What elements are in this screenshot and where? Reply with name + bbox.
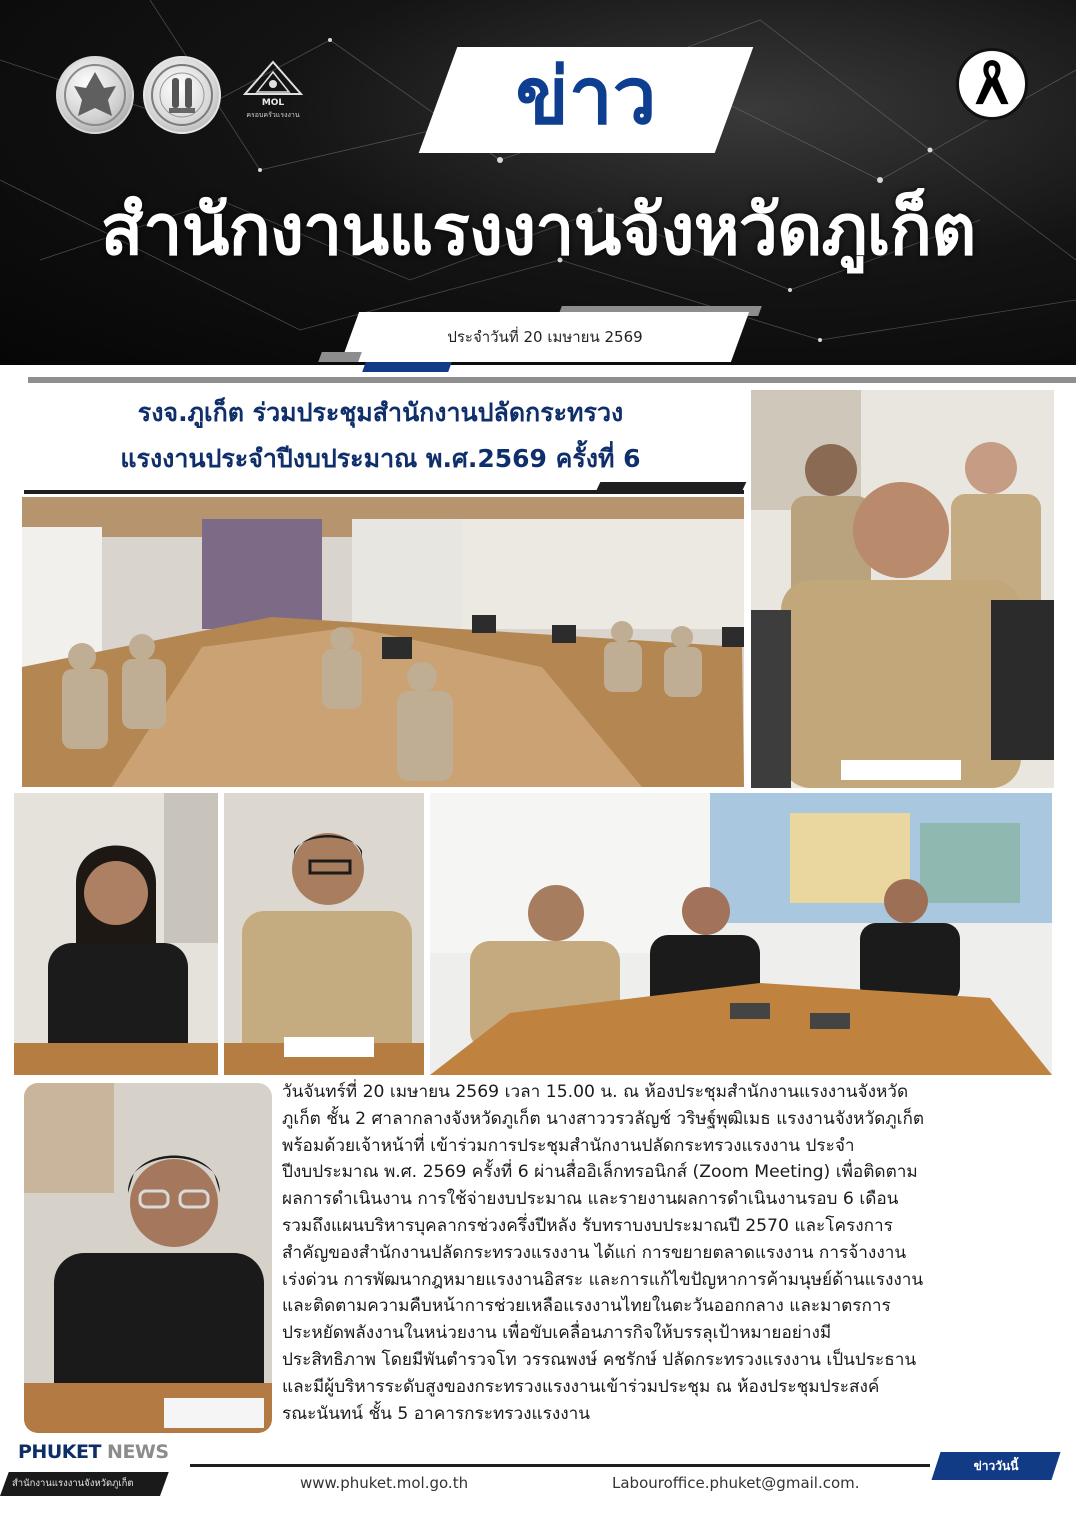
staff-woman-glasses-photo [24,1083,272,1433]
headline-line-1: รงจ.ภูเก็ต ร่วมประชุมสำนักงานปลัดกระทรวง [137,398,624,427]
mol-logo-text: MOL [261,98,285,108]
meeting-room-photo [22,497,744,787]
divider [190,1464,930,1467]
email-link[interactable]: Labouroffice.phuket@gmail.com. [612,1474,860,1492]
black-ribbon-icon [956,48,1028,120]
staff-woman-photo [14,793,218,1075]
today-tag: ข่าววันนี้ [973,1459,1019,1473]
brand-secondary: NEWS [107,1441,169,1463]
divider [28,377,1076,383]
website-link[interactable]: www.phuket.mol.go.th [300,1474,469,1492]
staff-man-photo [224,793,424,1075]
mol-logo-subtext: ครอบครัวแรงงาน [246,111,300,119]
news-banner-title: ข่าว [515,52,657,142]
headline-line-2: แรงงานประจำปีงบประมาณ พ.ศ.2569 ครั้งที่ 6 [120,444,641,473]
decor-accent-bar [362,362,452,372]
article-body: วันจันทร์ที่ 20 เมษายน 2569 เวลา 15.00 น. ณ ห้องประชุมสำนักงานแรงงานจังหวัด ภูเก็ต ชั้น 2 ศาลากลางจังหวัดภูเก็ต นางสาววรวลัญช์ วริษฐ์พุฒิเมธ แรงงานจังหวัดภูเก็ต พร้อมด้วยเจ้าหน้าที่ เข้าร่วมการประชุมสำนักงานปลัดกระทรวงแรงงาน ประจำ ปีงบประมาณ พ.ศ. 2569 ครั้งที่ 6 ผ่านสื่ออิเล็กทรอนิกส์ (Zoom Meeting) เพื่อติดตาม ผลการดำเนินงาน การใช้จ่ายงบประมาณ และรายงานผลการดำเนินงานรอบ 6 เดือน รวมถึงแผนบริหารบุคลากรช่วงครึ่งปีหลัง รับทราบงบประมาณปี 2570 และโครงการ สำคัญของสำนักงานปลัดกระทรวงแรงงาน ได้แก่ การขยายตลาดแรงงาน การจ้างงาน เร่งด่วน การพัฒนากฎหมายแรงงานอิสระ และการแก้ไขปัญหาการค้ามนุษย์ด้านแรงงาน และติดตามความคืบหน้าการช่วยเหลือแรงงานไทยในตะวันออกกลาง และมาตรการ ประหยัดพลังงานในหน่วยงาน เพื่อขับเคลื่อนภารกิจให้บรรลุเป้าหมายอย่างมี ประสิทธิภาพ โดยมีพันตำรวจโท วรรณพงษ์ คชรักษ์ ปลัดกระทรวงแรงงาน เป็นประธาน และมีผู้บริหารระดับสูงของกระทรวงแรงงานเข้าร่วมประชุม ณ ห้องประชุมประสงค์ รณะนันทน์ ชั้น 5 อาคารกระทรวงแรงงาน [282,1082,925,1424]
garuda-seal-icon [56,56,134,134]
divider [24,490,744,494]
office-title: สำนักงานแรงงานจังหวัดภูเก็ต [100,189,976,271]
brand-primary: PHUKET [18,1441,101,1463]
issue-date: ประจำวันที่ 20 เมษายน 2569 [447,328,643,346]
article-headline [18,390,743,482]
chairman-photo [751,390,1054,788]
brand-subtitle: สำนักงานแรงงานจังหวัดภูเก็ต [12,1478,134,1489]
provincial-seal-icon [143,56,221,134]
mol-logo-icon [235,60,311,126]
brand-name [18,1441,169,1463]
meeting-group-photo [430,793,1052,1075]
